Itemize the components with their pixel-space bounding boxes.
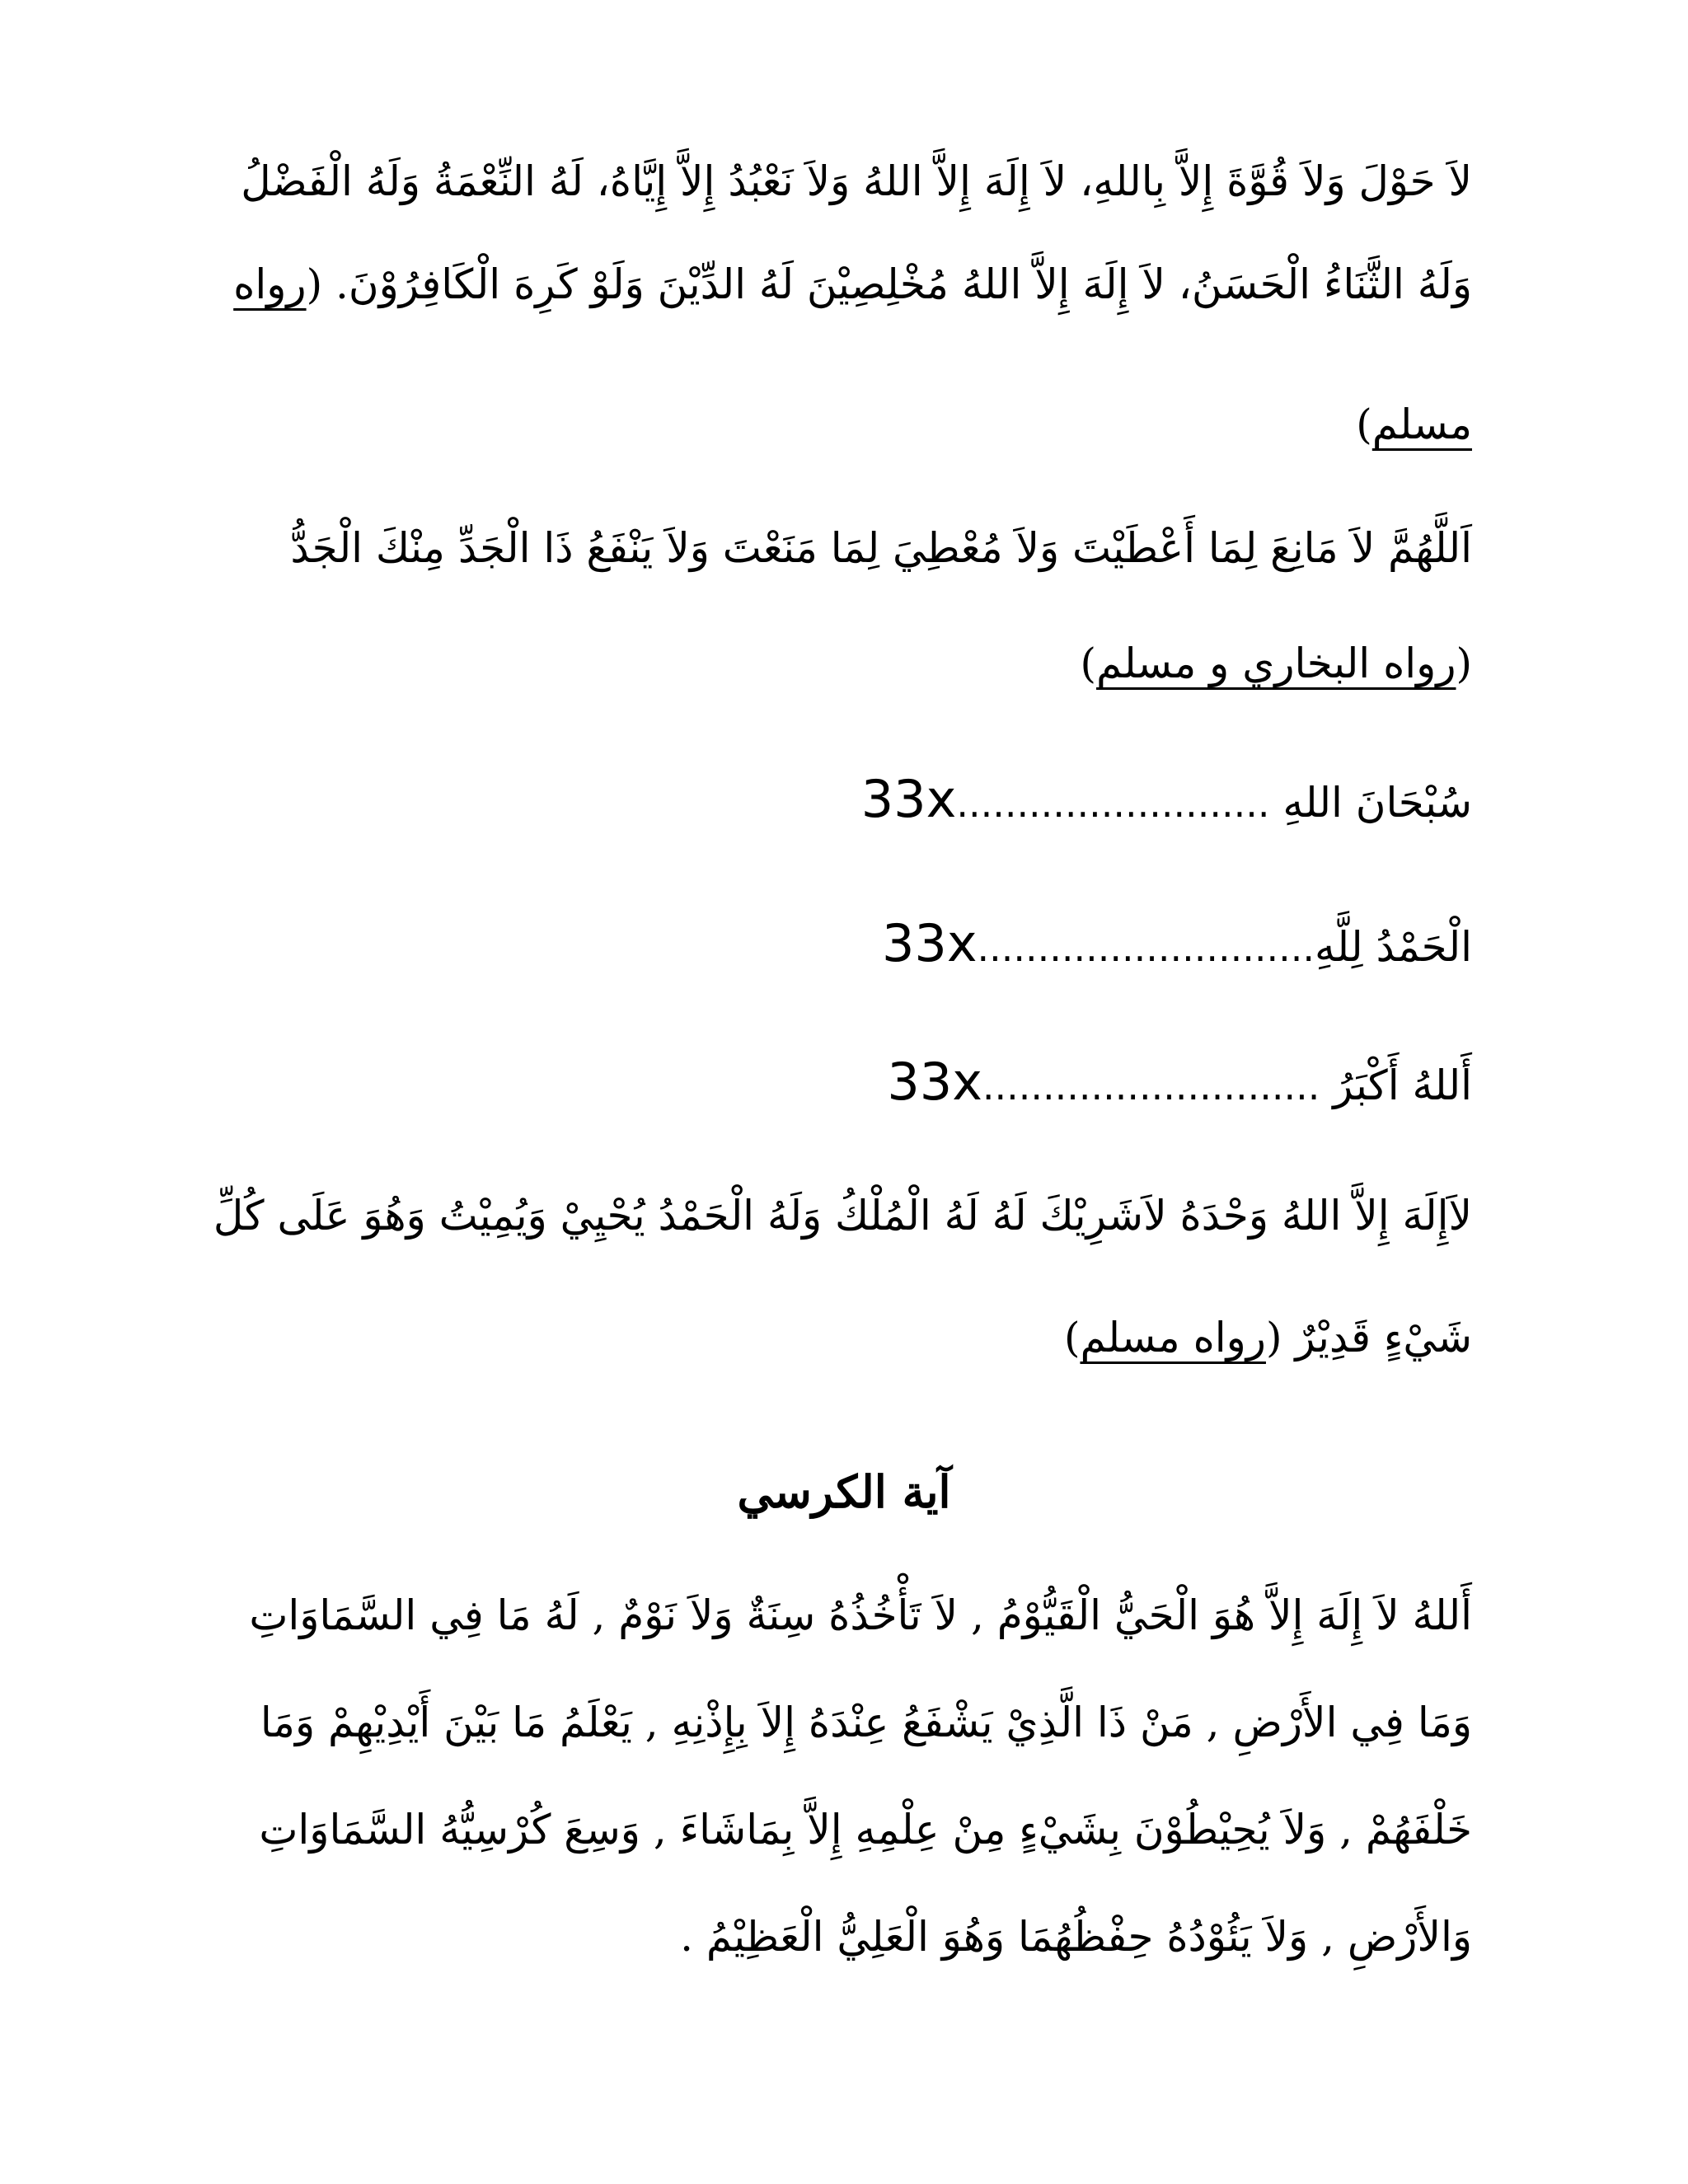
dhikr3-line2-text: شَيْءٍ قَدِيْرٌ [1282,1314,1472,1361]
tasbih-text: الْحَمْدُ لِلَّهِ [1314,923,1472,971]
dhikr1-source-line [216,396,1472,453]
dhikr1-line2-text: وَلَهُ الثَّنَاءُ الْحَسَنُ، لاَ إِلَهَ إِلاَّ اللهُ مُخْلِصِيْنَ لَهُ الدِّيْنَ وَلَوْ كَرِهَ الْكَافِرُوْنَ. ( [306,260,1472,308]
tasbih-row-alhamdulillah [882,915,1472,977]
dhikr2-source-open: ( [1456,640,1472,687]
tasbih-dots: .......................... [956,781,1270,826]
dhikr2-source: رواه البخاري و مسلم [1096,640,1456,687]
tasbih-row-subhanallah [861,771,1472,832]
dhikr1-line1: لاَ حَوْلَ وَلاَ قُوَّةَ إِلاَّ بِاللهِ، لاَ إِلَهَ إِلاَّ اللهُ وَلاَ نَعْبُدُ إِلاَّ إِيَّاهُ، لَهُ النِّعْمَةُ وَلَهُ الْفَضْلُ [241,157,1472,205]
dhikr3-source-close: ) [1063,1314,1081,1361]
tasbih-count: 33x [887,1052,982,1112]
dhikr2-line1: اَللَّهُمَّ لاَ مَانِعَ لِمَا أَعْطَيْتَ وَلاَ مُعْطِيَ لِمَا مَنَعْتَ وَلاَ يَنْفَعُ ذَا الْجَدِّ مِنْكَ الْجَدُّ [290,524,1472,572]
dhikr3-line2 [216,1309,1472,1366]
dhikr1-source-close: ) [1356,401,1372,448]
dhikr1-source-part2: مسلم [1372,401,1472,448]
ayat-kursi-heading: آية الكرسي [737,1465,951,1518]
tasbih-row-allahuakbar [887,1053,1472,1115]
tasbih-dots: ............................ [977,926,1315,970]
dhikr1-source-part1: رواه [233,260,307,308]
ayat-kursi-line1: أَللهُ لاَ إِلَهَ إِلاَّ هُوَ الْحَيُّ الْقَيُّوْمُ , لاَ تَأْخُذُهُ سِنَةٌ وَلاَ نَوْمٌ , لَهُ مَا فِي السَّمَاوَاتِ [249,1591,1472,1639]
tasbih-text: سُبْحَانَ اللهِ [1269,779,1472,827]
ayat-kursi-line3: خَلْفَهُمْ , وَلاَ يُحِيْطُوْنَ بِشَيْءٍ مِنْ عِلْمِهِ إِلاَّ بِمَاشَاءَ , وَسِعَ كُرْسِيُّهُ السَّمَاوَاتِ [259,1806,1472,1854]
ayat-kursi-line2: وَمَا فِي الأَرْضِ , مَنْ ذَا الَّذِيْ يَشْفَعُ عِنْدَهُ إِلاَ بِإِذْنِهِ , يَعْلَمُ مَا بَيْنَ أَيْدِيْهِمْ وَمَا [260,1699,1472,1746]
dhikr3-source: رواه مسلم [1080,1314,1266,1361]
tasbih-dots: ............................ [982,1064,1320,1108]
dhikr3-line1: لاَإِلَهَ إِلاَّ اللهُ وَحْدَهُ لاَشَرِيْكَ لَهُ لَهُ الْمُلْكُ وَلَهُ الْحَمْدُ يُحْيِيْ وَيُمِيْتُ وَهُوَ عَلَى كُلِّ [213,1192,1472,1240]
dhikr1-line2 [216,255,1472,313]
tasbih-text: أَللهُ أَكْبَرُ [1320,1062,1472,1109]
tasbih-count: 33x [860,769,957,829]
dhikr2-source-close: ) [1080,640,1097,687]
dhikr3-source-open: ( [1265,1314,1282,1361]
ayat-kursi-line4: وَالأَرْضِ , وَلاَ يَئُوْدُهُ حِفْظُهُمَا وَهُوَ الْعَلِيُّ الْعَظِيْمُ . [680,1913,1472,1961]
tasbih-count: 33x [881,913,978,973]
dhikr2-source-line [216,635,1472,692]
